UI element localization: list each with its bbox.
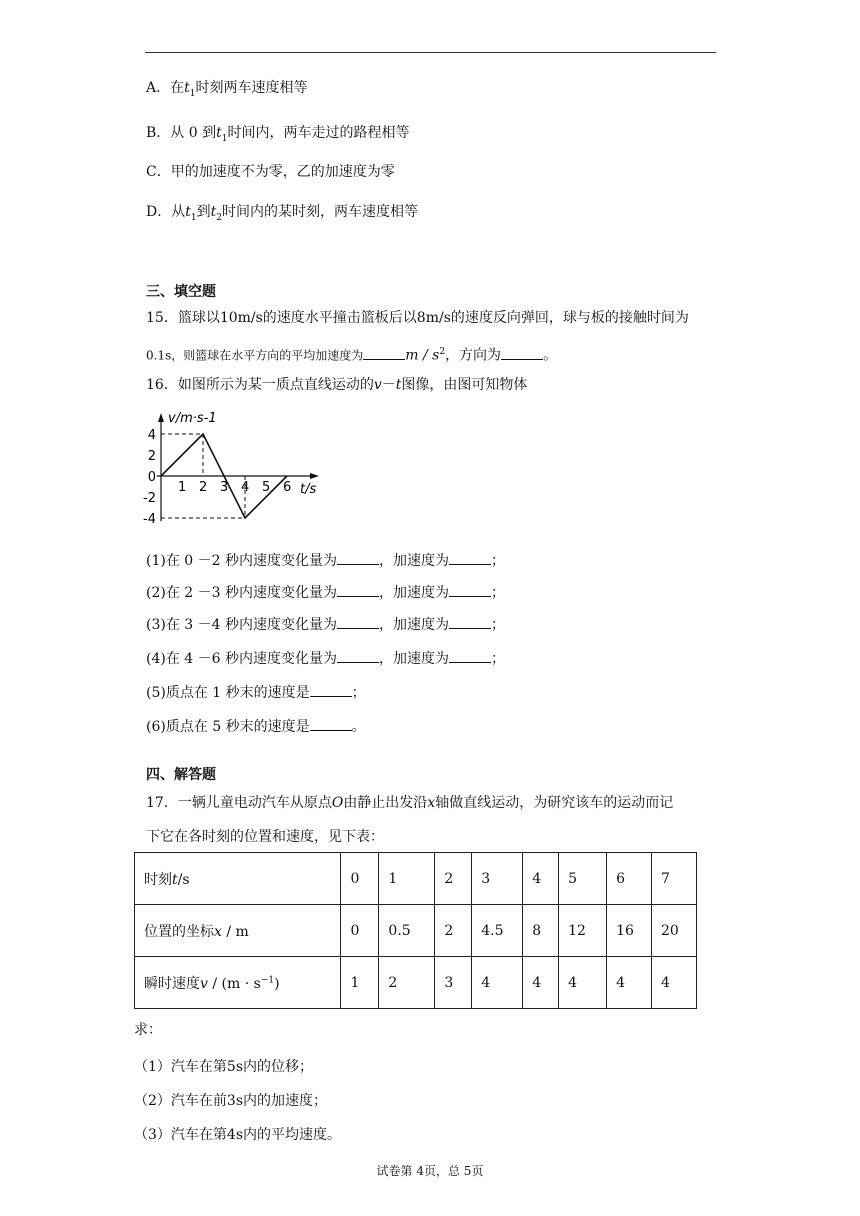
table-cell: 4 — [523, 853, 559, 905]
q16-sub-6: (6)质点在 5 秒末的速度是 。 — [146, 716, 366, 736]
x-tick-label: 1 — [178, 480, 187, 495]
answer-blank[interactable] — [310, 716, 352, 731]
y-tick-label: 4 — [147, 428, 156, 443]
table-cell: 4.5 — [472, 905, 523, 957]
q16-sub-5: (5)质点在 1 秒末的速度是 ； — [146, 682, 366, 702]
table-cell: 6 — [607, 853, 652, 905]
x-tick-label: 5 — [262, 480, 271, 495]
table-row — [135, 957, 697, 1009]
answer-blank[interactable] — [337, 648, 379, 663]
table-cell: 20 — [652, 905, 697, 957]
table-cell: 4 — [559, 957, 607, 1009]
table-cell: 0 — [341, 905, 379, 957]
y-axis-arrow — [158, 413, 164, 422]
option-a: A．在$t_1$时刻两车速度相等 — [146, 80, 308, 99]
x-tick-label: 2 — [199, 480, 208, 495]
table-cell: 2 — [435, 853, 472, 905]
q15-line2: 0.1s，则篮球在水平方向的平均加速度为 m / $s^2$，方向为 。 — [146, 343, 557, 365]
y-tick-label: -2 — [143, 491, 156, 506]
answer-blank[interactable] — [449, 648, 491, 663]
q16-prompt: 16．如图所示为某一质点直线运动的v－t图像，由图可知物体 — [146, 377, 528, 393]
answer-blank[interactable] — [337, 614, 379, 629]
table-row — [135, 853, 697, 905]
table-cell: 5 — [559, 853, 607, 905]
y-tick-label: 2 — [147, 449, 156, 464]
answer-blank[interactable] — [310, 682, 352, 697]
q16-sub-4: (4)在 4 －6 秒内速度变化量为 ，加速度为 ； — [146, 648, 505, 668]
table-cell: 0 — [341, 853, 379, 905]
x-axis-label: t/s — [300, 482, 317, 497]
data-table — [134, 852, 697, 1009]
table-cell: 2 — [379, 957, 435, 1009]
row-label-position: 位置的坐标x / m — [135, 905, 341, 957]
q16-sub-1: (1)在 0 －2 秒内速度变化量为 ，加速度为 ； — [146, 550, 505, 570]
y-axis-label: v/m·s-1 — [168, 411, 217, 426]
table-cell: 2 — [435, 905, 472, 957]
answer-blank[interactable] — [449, 550, 491, 565]
option-c: C．甲的加速度不为零，乙的加速度为零 — [146, 164, 395, 180]
x-tick-label: 6 — [283, 480, 292, 495]
answer-blank[interactable] — [363, 345, 405, 360]
x-tick-label: 4 — [241, 480, 250, 495]
y-tick-label: -4 — [143, 512, 156, 527]
answer-blank[interactable] — [337, 550, 379, 565]
q17-ask: 求： — [134, 1022, 162, 1038]
option-b: B．从 0 到$t_1$时间内，两车走过的路程相等 — [146, 125, 410, 144]
table-cell: 4 — [472, 957, 523, 1009]
page-footer: 试卷第 4页，总 5页 — [376, 1164, 484, 1178]
option-d: D．从$t_1$到$t_2$时间内的某时刻，两车速度相等 — [146, 204, 418, 223]
vt-graph — [140, 410, 330, 530]
table-cell: 3 — [435, 957, 472, 1009]
table-cell: 1 — [341, 957, 379, 1009]
table-cell: 1 — [379, 853, 435, 905]
table-cell: 16 — [607, 905, 652, 957]
y-tick-label: 0 — [147, 470, 156, 485]
row-label-velocity: 瞬时速度$v / (m \cdot s^{-1})$ — [135, 957, 341, 1009]
table-cell: 4 — [607, 957, 652, 1009]
x-axis-arrow — [310, 473, 319, 479]
section-heading-answer: 四、解答题 — [146, 767, 216, 783]
table-cell: 0.5 — [379, 905, 435, 957]
q17-item-2: （2）汽车在前3s内的加速度； — [134, 1093, 327, 1109]
table-cell: 3 — [472, 853, 523, 905]
answer-blank[interactable] — [449, 582, 491, 597]
q16-sub-2: (2)在 2 －3 秒内速度变化量为 ，加速度为 ； — [146, 582, 505, 602]
table-row — [135, 905, 697, 957]
q17-line1: 17．一辆儿童电动汽车从原点O由静止出发沿x轴做直线运动，为研究该车的运动而记 — [146, 795, 674, 811]
section-heading-fill-blank: 三、填空题 — [146, 284, 216, 300]
answer-blank[interactable] — [449, 614, 491, 629]
q16-sub-3: (3)在 3 －4 秒内速度变化量为 ，加速度为 ； — [146, 614, 505, 634]
top-divider — [145, 52, 716, 53]
q15-line1: 15．篮球以10m/s的速度水平撞击篮板后以8m/s的速度反向弹回，球与板的接触时间为 — [146, 310, 689, 326]
table-cell: 8 — [523, 905, 559, 957]
row-label-time: 时刻t/s — [135, 853, 341, 905]
table-cell: 12 — [559, 905, 607, 957]
x-tick-label: 3 — [220, 480, 229, 495]
q17-item-1: （1）汽车在第5s内的位移； — [134, 1059, 313, 1075]
answer-blank[interactable] — [337, 582, 379, 597]
q17-item-3: （3）汽车在第4s内的平均速度。 — [134, 1127, 341, 1143]
table-cell: 7 — [652, 853, 697, 905]
q17-line2: 下它在各时刻的位置和速度，见下表： — [146, 829, 384, 845]
table-cell: 4 — [652, 957, 697, 1009]
answer-blank[interactable] — [501, 345, 543, 360]
table-cell: 4 — [523, 957, 559, 1009]
